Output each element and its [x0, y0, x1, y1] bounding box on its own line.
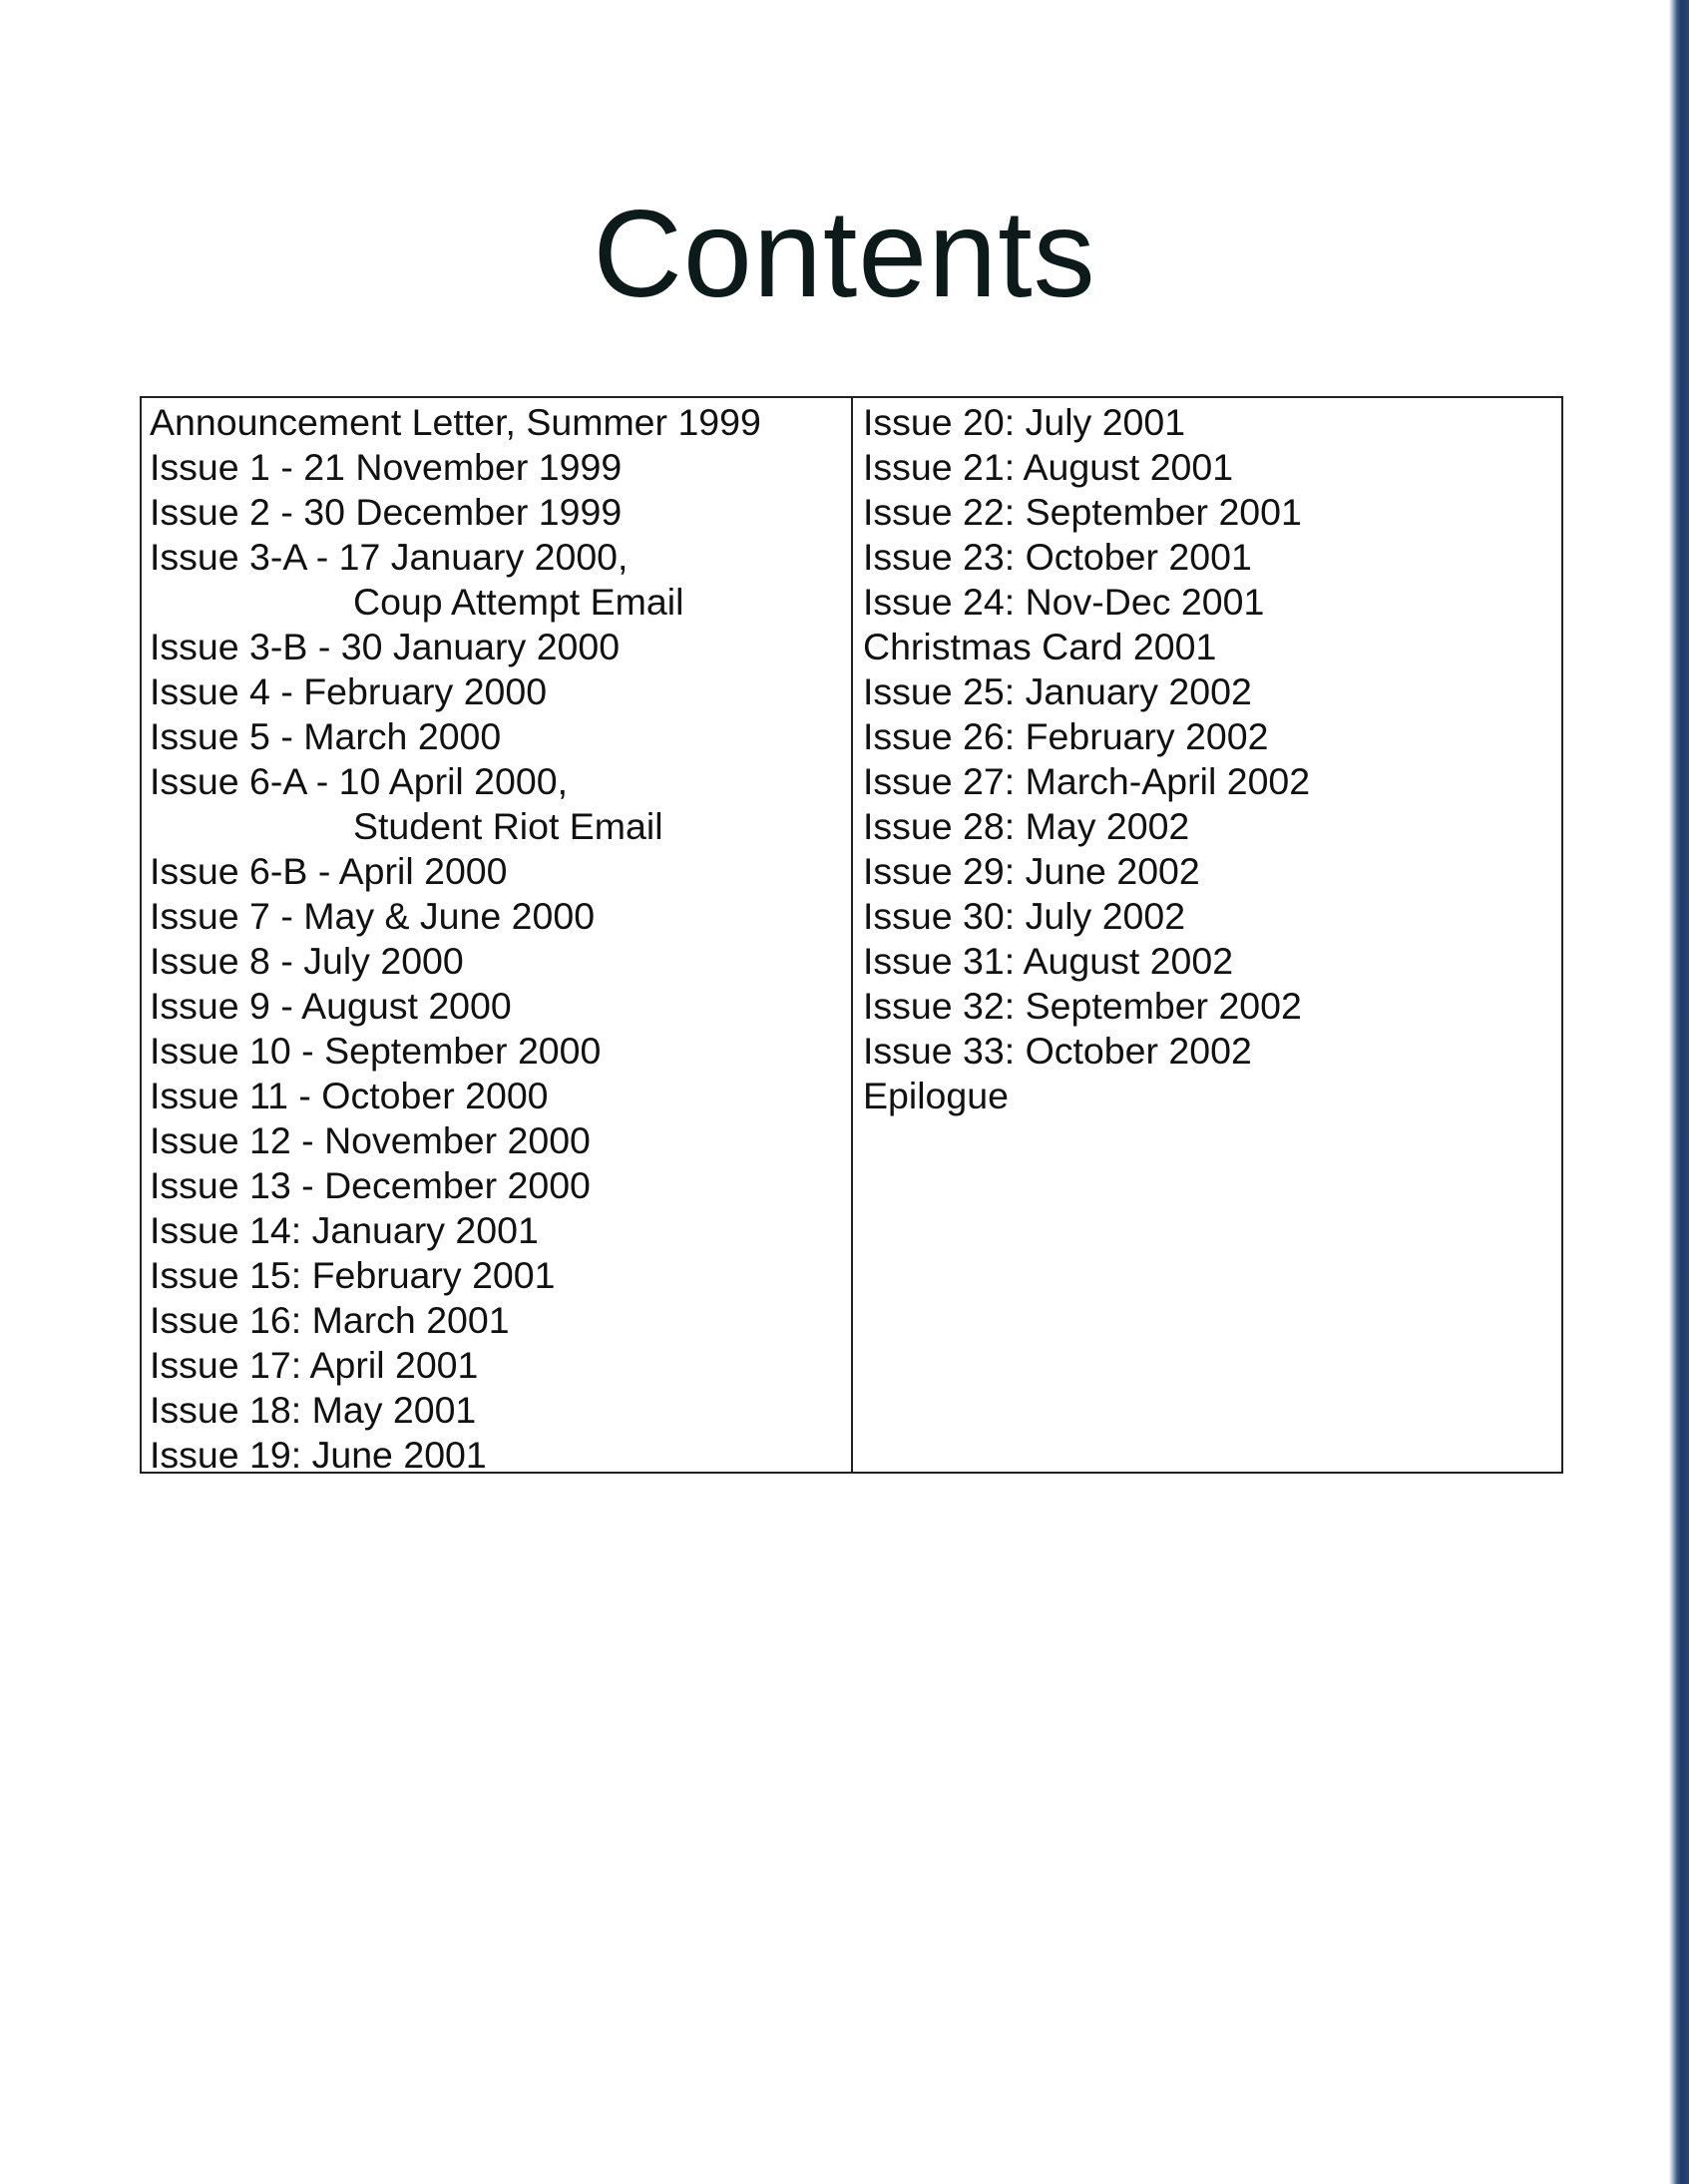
contents-entry: Epilogue: [863, 1075, 1009, 1116]
contents-entry: Issue 31: August 2002: [863, 940, 1234, 982]
contents-entry: Issue 12 - November 2000: [150, 1119, 591, 1161]
contents-entry: Issue 25: January 2002: [863, 670, 1252, 712]
contents-entry: Issue 33: October 2002: [863, 1030, 1252, 1072]
contents-entry: Issue 15: February 2001: [150, 1254, 556, 1296]
contents-entry: Issue 6-B - April 2000: [150, 850, 508, 892]
contents-entry: Issue 3-A - 17 January 2000,: [150, 536, 629, 578]
contents-entry-continuation: Student Riot Email: [353, 805, 663, 847]
contents-entry: Announcement Letter, Summer 1999: [150, 401, 761, 443]
contents-entry: Issue 22: September 2001: [863, 491, 1302, 533]
contents-entry: Issue 18: May 2001: [150, 1389, 477, 1431]
contents-entry: Issue 26: February 2002: [863, 715, 1269, 757]
contents-entry: Issue 10 - September 2000: [150, 1030, 602, 1072]
contents-entry: Issue 28: May 2002: [863, 805, 1190, 847]
contents-entry: Christmas Card 2001: [863, 626, 1217, 667]
contents-entry-continuation: Coup Attempt Email: [353, 581, 684, 623]
contents-entry: Issue 8 - July 2000: [150, 940, 464, 982]
contents-entry: Issue 1 - 21 November 1999: [150, 446, 623, 488]
contents-entry: Issue 23: October 2001: [863, 536, 1252, 578]
contents-entry: Issue 4 - February 2000: [150, 670, 548, 712]
contents-entry: Issue 17: April 2001: [150, 1344, 479, 1386]
contents-entry: Issue 7 - May & June 2000: [150, 895, 596, 937]
page-title: Contents: [593, 186, 1096, 323]
contents-entry: Issue 30: July 2002: [863, 895, 1186, 937]
contents-entry: Issue 29: June 2002: [863, 850, 1200, 892]
contents-entry: Issue 24: Nov-Dec 2001: [863, 581, 1265, 623]
contents-entry: Issue 19: June 2001: [150, 1434, 487, 1476]
contents-entry: Issue 13 - December 2000: [150, 1164, 591, 1206]
contents-right-column: [853, 398, 1561, 1472]
contents-entry: Issue 2 - 30 December 1999: [150, 491, 623, 533]
contents-entry: Issue 21: August 2001: [863, 446, 1234, 488]
contents-entry: Issue 32: September 2002: [863, 985, 1302, 1027]
contents-left-column: [142, 398, 853, 1476]
contents-entry: Issue 14: January 2001: [150, 1209, 539, 1251]
contents-entry: Issue 27: March-April 2002: [863, 760, 1311, 802]
contents-entry: Issue 5 - March 2000: [150, 715, 502, 757]
contents-entry: Issue 20: July 2001: [863, 401, 1186, 443]
contents-entry: Issue 6-A - 10 April 2000,: [150, 760, 569, 802]
contents-table: [140, 396, 1563, 1474]
contents-entry: Issue 11 - October 2000: [150, 1075, 549, 1116]
contents-entry: Issue 9 - August 2000: [150, 985, 512, 1027]
contents-entry: Issue 3-B - 30 January 2000: [150, 626, 621, 667]
contents-entry: Issue 16: March 2001: [150, 1299, 510, 1341]
